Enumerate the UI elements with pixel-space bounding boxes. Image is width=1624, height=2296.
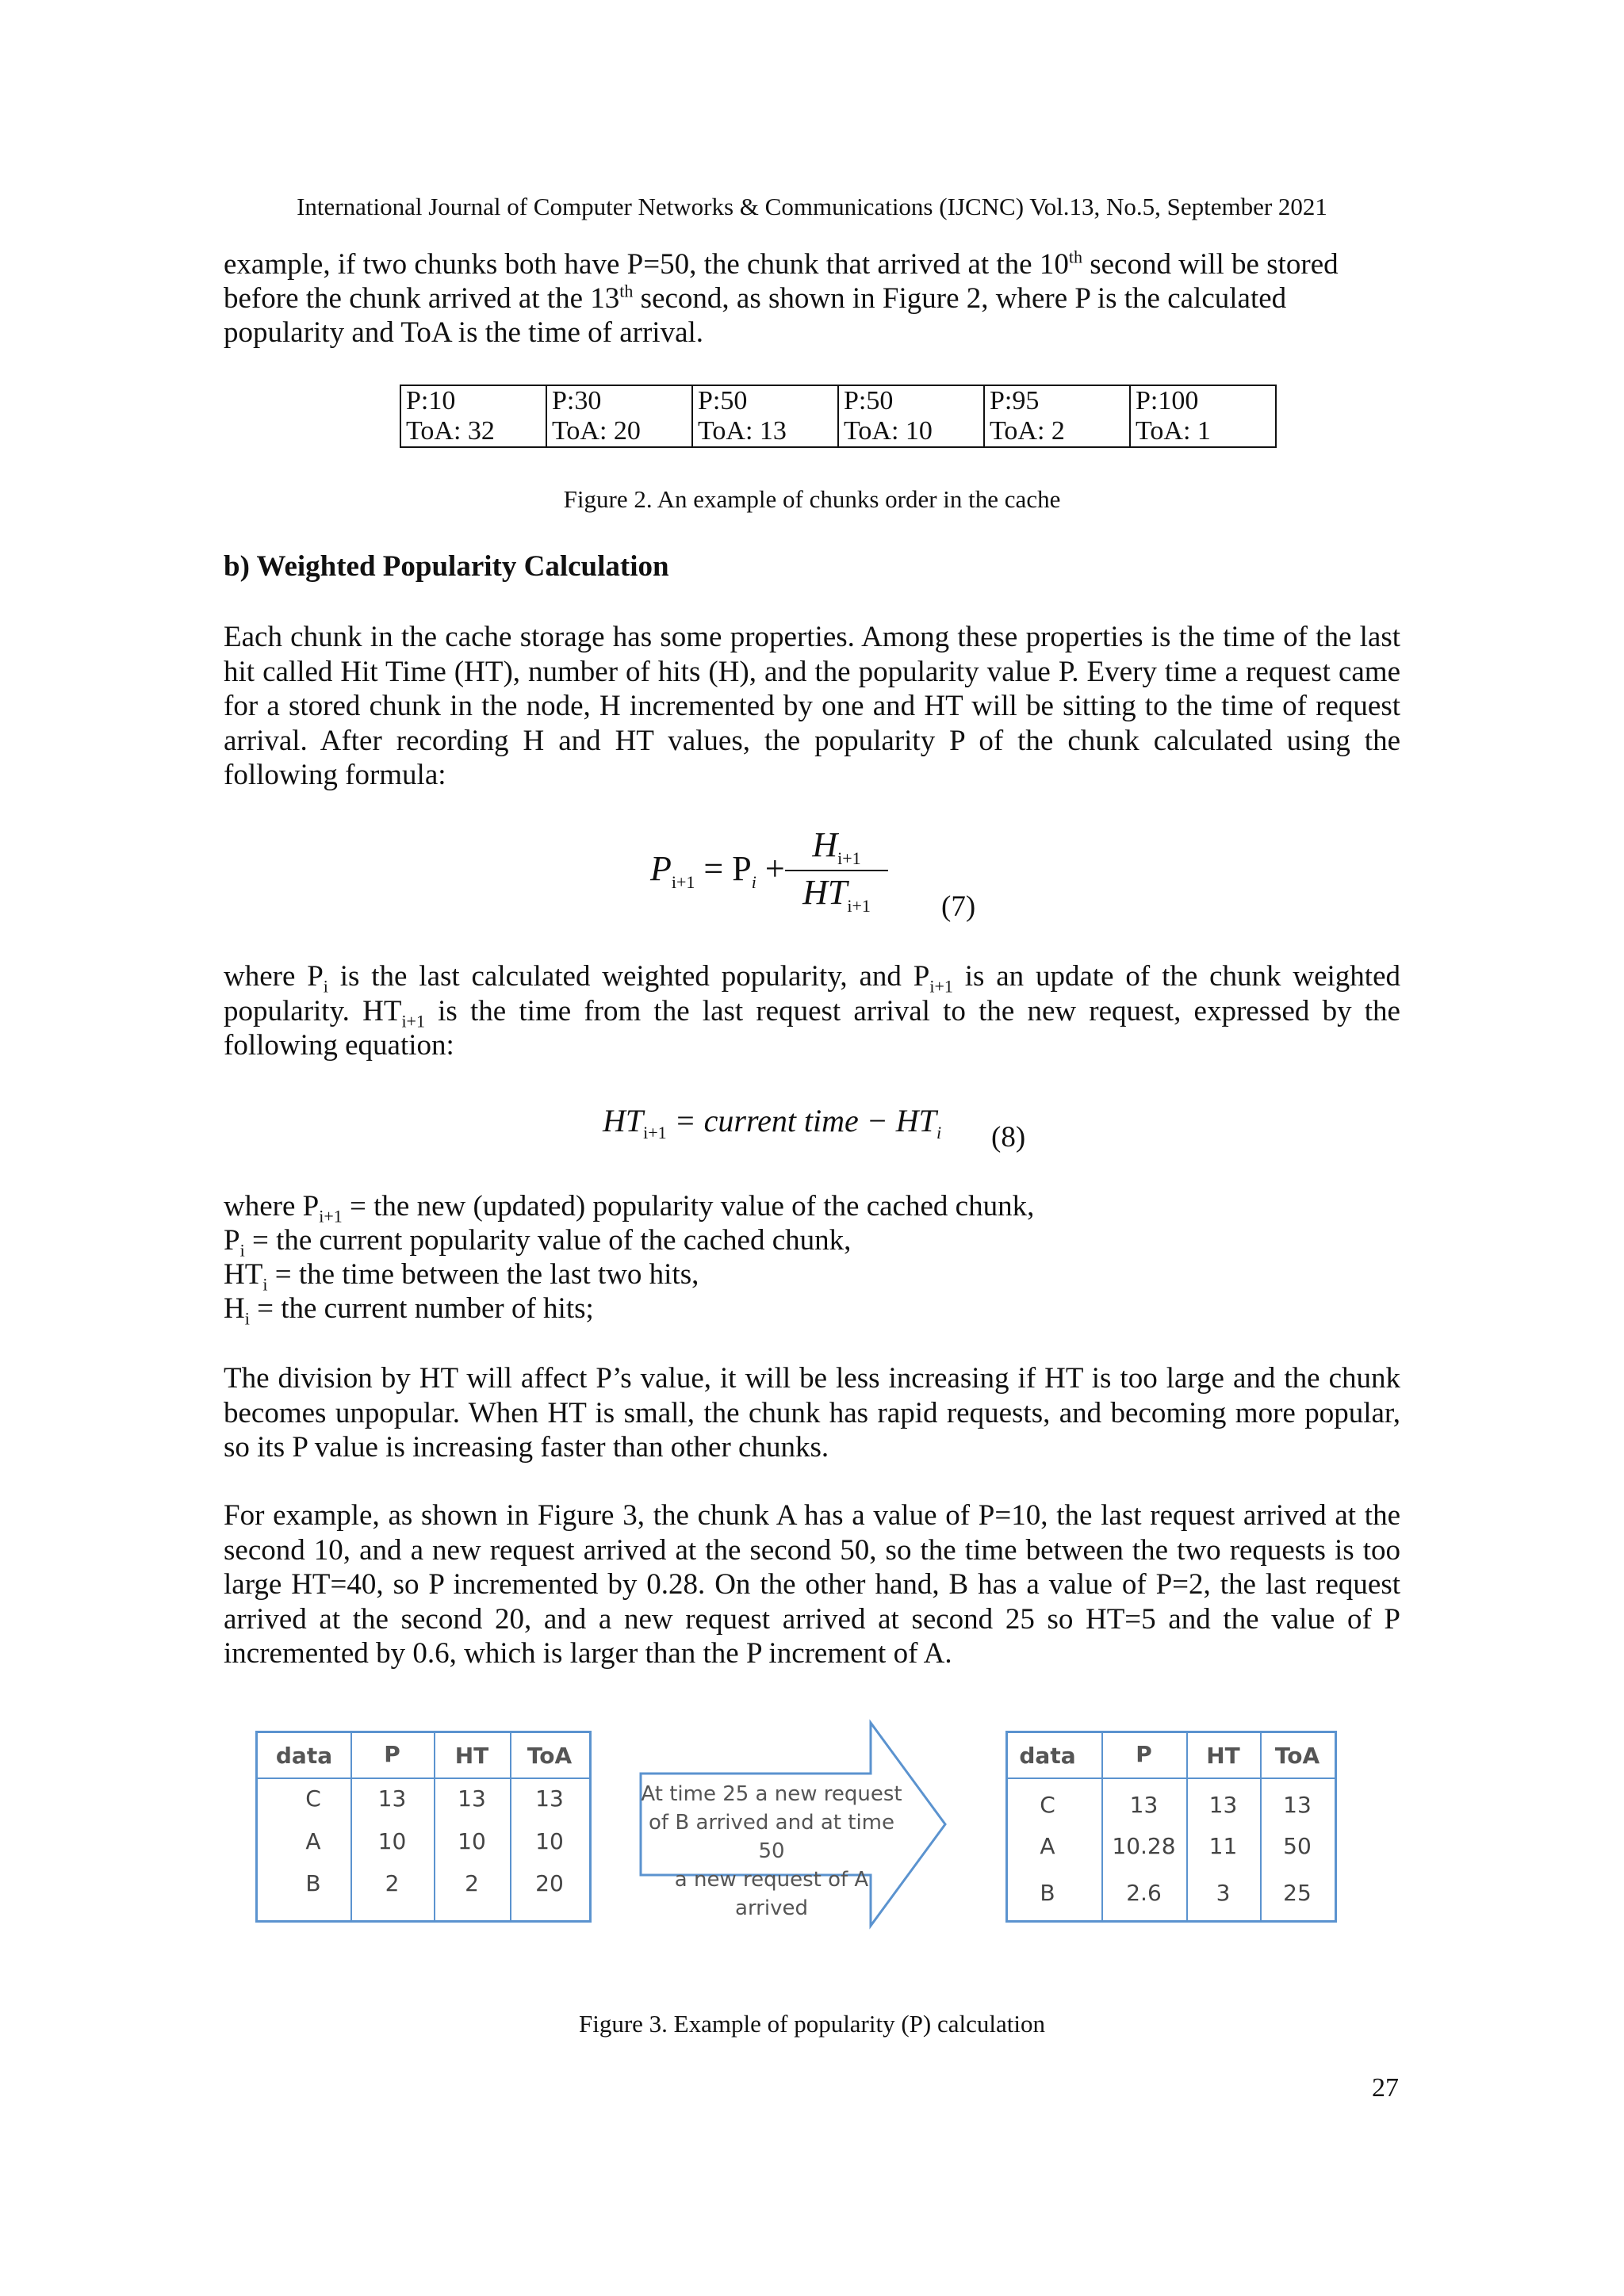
equation-8: $HT_{i+1}$ = current time − $HT_i$ <box>603 1103 942 1142</box>
section-heading: b) Weighted Popularity Calculation <box>224 550 669 583</box>
table-cell: 2 <box>465 1870 479 1896</box>
table-cell: 2 <box>385 1870 400 1896</box>
table-cell: C <box>1040 1792 1055 1818</box>
table-cell: A <box>305 1828 321 1854</box>
column-header: HT <box>454 1743 489 1769</box>
chunk-cell: P:95 ToA: 2 <box>984 385 1130 447</box>
table-cell: 10 <box>458 1828 486 1854</box>
column-header: data <box>275 1743 333 1769</box>
column-header: HT <box>1206 1743 1240 1769</box>
table-cell: 50 <box>1283 1833 1312 1859</box>
fraction-bar <box>785 870 888 871</box>
table-cell: B <box>1040 1880 1055 1906</box>
table-cell: 10 <box>377 1828 407 1854</box>
definition-line: where $P_{i+1}$ = the new (updated) popularity value of the cached chunk, <box>224 1190 1035 1226</box>
table-cell: 13 <box>535 1785 564 1812</box>
table-cell: C <box>305 1785 321 1812</box>
intro-line-3: popularity and ToA is the time of arrival. <box>224 316 704 349</box>
table-cell: 13 <box>377 1785 407 1812</box>
table-cell: 11 <box>1208 1833 1238 1859</box>
intro-line-1: example, if two chunks both have P=50, the chunk that arrived at the 10th second will be stored <box>224 247 1339 281</box>
chunk-cell: P:50 ToA: 10 <box>838 385 984 447</box>
definition-line: $P_i$ = the current popularity value of the cached chunk, <box>224 1224 852 1261</box>
table-cell: 13 <box>1208 1792 1238 1818</box>
paragraph-properties: Each chunk in the cache storage has some properties. Among these properties is the time of the last hit called Hit Time (HT), number of hits (H), and the popularity value P. Every time a request came for a stored chunk in the node, H incremented by one and HT will be sitting to the time of request arrival. After recording H and HT values, the popularity P of the chunk calculated using the following formula: <box>224 621 1400 791</box>
journal-header: International Journal of Computer Networks & Communications (IJCNC) Vol.13, No.5, September 2021 <box>297 193 1327 220</box>
intro-paragraph <box>224 247 1400 282</box>
intro-line-2: before the chunk arrived at the 13th second, as shown in Figure 2, where P is the calculated <box>224 281 1287 315</box>
paragraph-example: For example, as shown in Figure 3, the chunk A has a value of P=10, the last request arrived at the second 10, and a new request arrived at the second 50, so the time between the two requests is too large HT=40, so P incremented by 0.28. On the other hand, B has a value of P=2, the last request arrived at the second 20, and a new request arrived at second 25 so HT=5 and the value of P incremented by 0.6, which is larger than the P increment of A. <box>224 1499 1400 1670</box>
popularity-table-after <box>1005 1731 1337 1923</box>
chunk-order-table <box>400 385 1277 448</box>
table-cell: 13 <box>1129 1792 1159 1818</box>
table-cell: 3 <box>1216 1880 1231 1906</box>
equation-7-number: (7) <box>941 890 976 923</box>
figure-3-caption: Figure 3. Example of popularity (P) calculation <box>579 2010 1045 2038</box>
column-header: P <box>1136 1741 1152 1767</box>
table-cell: 13 <box>458 1785 486 1812</box>
chunk-cell: P:50 ToA: 13 <box>692 385 838 447</box>
table-cell: 10 <box>535 1828 564 1854</box>
arrow-label: At time 25 a new request of B arrived and at time 50 a new request of A arrived <box>641 1782 902 1920</box>
table-cell: 10.28 <box>1112 1833 1176 1859</box>
definition-line: $H_i$ = the current number of hits; <box>224 1292 594 1329</box>
table-cell: 20 <box>535 1870 564 1896</box>
table-cell: B <box>305 1870 321 1896</box>
equation-8-number: (8) <box>991 1121 1026 1154</box>
popularity-table-before <box>255 1731 592 1923</box>
chunk-cell: P:30 ToA: 20 <box>546 385 692 447</box>
paragraph-division: The division by HT will affect P’s value, it will be less increasing if HT is too large and the chunk becomes unpopular. When HT is small, the chunk has rapid requests, and becoming more popular, so its P value is increasing faster than other chunks. <box>224 1362 1400 1464</box>
column-header: ToA <box>527 1743 573 1769</box>
paragraph-where: where $P_i$ is the last calculated weighted popularity, and $P_{i+1}$ is an update of the chunk weighted popularity. $HT_{i+1}$ is the time from the last request arrival to the new request, expressed by the following equation: <box>224 960 1400 1062</box>
table-cell: 25 <box>1283 1880 1312 1906</box>
chunk-cell: P:100 ToA: 1 <box>1130 385 1276 447</box>
column-header: P <box>384 1741 400 1767</box>
table-cell: A <box>1040 1833 1055 1859</box>
page-number: 27 <box>1372 2073 1399 2103</box>
column-header: data <box>1019 1743 1076 1769</box>
column-header: ToA <box>1274 1743 1320 1769</box>
definition-line: $HT_i$ = the time between the last two hits, <box>224 1258 699 1295</box>
chunk-cell: P:10 ToA: 32 <box>400 385 546 447</box>
table-cell: 2.6 <box>1126 1880 1162 1906</box>
table-cell: 13 <box>1283 1792 1312 1818</box>
figure-2-caption: Figure 2. An example of chunks order in the cache <box>563 485 1061 513</box>
